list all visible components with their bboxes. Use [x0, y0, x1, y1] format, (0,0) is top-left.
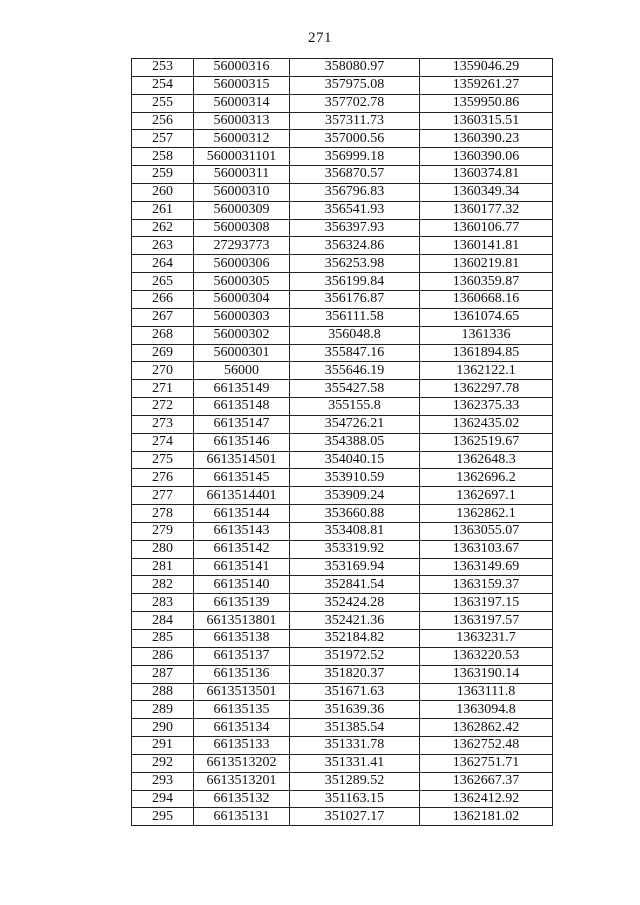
table-row	[132, 612, 553, 630]
table-row	[132, 665, 553, 683]
x-coordinate-cell: 351331.78	[290, 737, 420, 755]
x-coordinate-cell: 355847.16	[290, 344, 420, 362]
point-number-cell: 253	[132, 59, 194, 77]
y-coordinate-cell: 1362667.37	[420, 772, 553, 790]
y-coordinate-cell: 1360315.51	[420, 112, 553, 130]
point-number-cell: 285	[132, 630, 194, 648]
y-coordinate-cell: 1359950.86	[420, 94, 553, 112]
table-row	[132, 290, 553, 308]
table-row	[132, 308, 553, 326]
x-coordinate-cell: 353408.81	[290, 522, 420, 540]
point-number-cell: 288	[132, 683, 194, 701]
x-coordinate-cell: 351289.52	[290, 772, 420, 790]
point-number-cell: 261	[132, 201, 194, 219]
point-number-cell: 265	[132, 273, 194, 291]
y-coordinate-cell: 1362435.02	[420, 415, 553, 433]
point-id-cell: 66135148	[194, 398, 290, 416]
point-id-cell: 56000303	[194, 308, 290, 326]
point-number-cell: 272	[132, 398, 194, 416]
x-coordinate-cell: 357702.78	[290, 94, 420, 112]
y-coordinate-cell: 1360141.81	[420, 237, 553, 255]
table-row	[132, 647, 553, 665]
y-coordinate-cell: 1362122.1	[420, 362, 553, 380]
point-number-cell: 259	[132, 166, 194, 184]
point-number-cell: 290	[132, 719, 194, 737]
table-row	[132, 362, 553, 380]
table-row	[132, 522, 553, 540]
table-row	[132, 790, 553, 808]
y-coordinate-cell: 1363055.07	[420, 522, 553, 540]
y-coordinate-cell: 1362648.3	[420, 451, 553, 469]
point-id-cell: 66135134	[194, 719, 290, 737]
x-coordinate-cell: 356111.58	[290, 308, 420, 326]
y-coordinate-cell: 1360374.81	[420, 166, 553, 184]
point-id-cell: 66135135	[194, 701, 290, 719]
y-coordinate-cell: 1359046.29	[420, 59, 553, 77]
point-id-cell: 66135136	[194, 665, 290, 683]
table-row	[132, 630, 553, 648]
point-id-cell: 66135144	[194, 505, 290, 523]
point-number-cell: 263	[132, 237, 194, 255]
point-number-cell: 274	[132, 433, 194, 451]
y-coordinate-cell: 1362696.2	[420, 469, 553, 487]
point-id-cell: 56000316	[194, 59, 290, 77]
point-number-cell: 277	[132, 487, 194, 505]
y-coordinate-cell: 1361074.65	[420, 308, 553, 326]
table-row	[132, 112, 553, 130]
x-coordinate-cell: 356176.87	[290, 290, 420, 308]
table-row	[132, 380, 553, 398]
point-id-cell: 66135131	[194, 808, 290, 826]
point-id-cell: 66135132	[194, 790, 290, 808]
point-number-cell: 292	[132, 754, 194, 772]
x-coordinate-cell: 353169.94	[290, 558, 420, 576]
point-id-cell: 56000301	[194, 344, 290, 362]
table-row	[132, 183, 553, 201]
point-id-cell: 56000310	[194, 183, 290, 201]
table-row	[132, 701, 553, 719]
x-coordinate-cell: 351027.17	[290, 808, 420, 826]
y-coordinate-cell: 1362297.78	[420, 380, 553, 398]
y-coordinate-cell: 1362181.02	[420, 808, 553, 826]
x-coordinate-cell: 357975.08	[290, 76, 420, 94]
point-number-cell: 266	[132, 290, 194, 308]
y-coordinate-cell: 1362751.71	[420, 754, 553, 772]
table-row	[132, 754, 553, 772]
point-number-cell: 280	[132, 540, 194, 558]
point-id-cell: 66135145	[194, 469, 290, 487]
table-row	[132, 201, 553, 219]
table-row	[132, 398, 553, 416]
x-coordinate-cell: 352184.82	[290, 630, 420, 648]
point-id-cell: 6613513801	[194, 612, 290, 630]
y-coordinate-cell: 1362752.48	[420, 737, 553, 755]
y-coordinate-cell: 1359261.27	[420, 76, 553, 94]
y-coordinate-cell: 1360177.32	[420, 201, 553, 219]
x-coordinate-cell: 354726.21	[290, 415, 420, 433]
point-id-cell: 56000	[194, 362, 290, 380]
point-id-cell: 56000315	[194, 76, 290, 94]
point-id-cell: 66135146	[194, 433, 290, 451]
table-row	[132, 558, 553, 576]
table-row	[132, 166, 553, 184]
x-coordinate-cell: 351385.54	[290, 719, 420, 737]
point-number-cell: 258	[132, 148, 194, 166]
x-coordinate-cell: 355155.8	[290, 398, 420, 416]
table-row	[132, 273, 553, 291]
point-id-cell: 66135147	[194, 415, 290, 433]
table-row	[132, 148, 553, 166]
point-id-cell: 66135142	[194, 540, 290, 558]
point-number-cell: 264	[132, 255, 194, 273]
table-row	[132, 59, 553, 77]
point-number-cell: 262	[132, 219, 194, 237]
point-number-cell: 268	[132, 326, 194, 344]
point-number-cell: 256	[132, 112, 194, 130]
point-number-cell: 254	[132, 76, 194, 94]
table-row	[132, 415, 553, 433]
point-id-cell: 56000314	[194, 94, 290, 112]
y-coordinate-cell: 1361894.85	[420, 344, 553, 362]
point-number-cell: 289	[132, 701, 194, 719]
y-coordinate-cell: 1360668.16	[420, 290, 553, 308]
point-number-cell: 257	[132, 130, 194, 148]
x-coordinate-cell: 351671.63	[290, 683, 420, 701]
point-id-cell: 56000304	[194, 290, 290, 308]
point-number-cell: 267	[132, 308, 194, 326]
point-number-cell: 276	[132, 469, 194, 487]
table-row	[132, 344, 553, 362]
point-number-cell: 278	[132, 505, 194, 523]
x-coordinate-cell: 356999.18	[290, 148, 420, 166]
point-id-cell: 66135133	[194, 737, 290, 755]
x-coordinate-cell: 356541.93	[290, 201, 420, 219]
x-coordinate-cell: 355646.19	[290, 362, 420, 380]
point-id-cell: 6613513202	[194, 754, 290, 772]
table-row	[132, 451, 553, 469]
table-row	[132, 808, 553, 826]
y-coordinate-cell: 1360359.87	[420, 273, 553, 291]
y-coordinate-cell: 1363094.8	[420, 701, 553, 719]
coordinates-table	[131, 58, 553, 826]
point-id-cell: 56000309	[194, 201, 290, 219]
point-number-cell: 269	[132, 344, 194, 362]
page-number: 271	[308, 30, 332, 46]
table-row	[132, 130, 553, 148]
y-coordinate-cell: 1363197.57	[420, 612, 553, 630]
y-coordinate-cell: 1363111.8	[420, 683, 553, 701]
y-coordinate-cell: 1363149.69	[420, 558, 553, 576]
point-number-cell: 279	[132, 522, 194, 540]
y-coordinate-cell: 1360106.77	[420, 219, 553, 237]
point-number-cell: 286	[132, 647, 194, 665]
point-id-cell: 66135137	[194, 647, 290, 665]
x-coordinate-cell: 356048.8	[290, 326, 420, 344]
point-number-cell: 295	[132, 808, 194, 826]
x-coordinate-cell: 351639.36	[290, 701, 420, 719]
point-id-cell: 5600031101	[194, 148, 290, 166]
point-id-cell: 6613514501	[194, 451, 290, 469]
table-row	[132, 326, 553, 344]
x-coordinate-cell: 357311.73	[290, 112, 420, 130]
x-coordinate-cell: 353660.88	[290, 505, 420, 523]
table-row	[132, 94, 553, 112]
x-coordinate-cell: 357000.56	[290, 130, 420, 148]
y-coordinate-cell: 1363231.7	[420, 630, 553, 648]
point-id-cell: 56000302	[194, 326, 290, 344]
y-coordinate-cell: 1363190.14	[420, 665, 553, 683]
x-coordinate-cell: 351163.15	[290, 790, 420, 808]
point-id-cell: 66135149	[194, 380, 290, 398]
y-coordinate-cell: 1363103.67	[420, 540, 553, 558]
y-coordinate-cell: 1360349.34	[420, 183, 553, 201]
point-id-cell: 66135138	[194, 630, 290, 648]
point-number-cell: 291	[132, 737, 194, 755]
x-coordinate-cell: 356397.93	[290, 219, 420, 237]
y-coordinate-cell: 1363220.53	[420, 647, 553, 665]
point-number-cell: 270	[132, 362, 194, 380]
table-row	[132, 594, 553, 612]
x-coordinate-cell: 353909.24	[290, 487, 420, 505]
point-id-cell: 6613514401	[194, 487, 290, 505]
table-row	[132, 772, 553, 790]
x-coordinate-cell: 351820.37	[290, 665, 420, 683]
y-coordinate-cell: 1360390.23	[420, 130, 553, 148]
table-row	[132, 719, 553, 737]
point-id-cell: 56000311	[194, 166, 290, 184]
table-row	[132, 219, 553, 237]
point-id-cell: 66135143	[194, 522, 290, 540]
x-coordinate-cell: 352421.36	[290, 612, 420, 630]
point-id-cell: 6613513501	[194, 683, 290, 701]
table-row	[132, 487, 553, 505]
table-row	[132, 433, 553, 451]
point-id-cell: 6613513201	[194, 772, 290, 790]
point-number-cell: 255	[132, 94, 194, 112]
point-id-cell: 56000305	[194, 273, 290, 291]
point-number-cell: 283	[132, 594, 194, 612]
x-coordinate-cell: 354040.15	[290, 451, 420, 469]
point-id-cell: 56000313	[194, 112, 290, 130]
point-id-cell: 56000306	[194, 255, 290, 273]
x-coordinate-cell: 353319.92	[290, 540, 420, 558]
point-number-cell: 284	[132, 612, 194, 630]
table-row	[132, 505, 553, 523]
point-id-cell: 66135141	[194, 558, 290, 576]
table-row	[132, 683, 553, 701]
point-number-cell: 287	[132, 665, 194, 683]
point-id-cell: 56000312	[194, 130, 290, 148]
point-id-cell: 27293773	[194, 237, 290, 255]
point-number-cell: 260	[132, 183, 194, 201]
table-body	[132, 59, 553, 826]
point-number-cell: 281	[132, 558, 194, 576]
point-id-cell: 56000308	[194, 219, 290, 237]
y-coordinate-cell: 1362519.67	[420, 433, 553, 451]
x-coordinate-cell: 352424.28	[290, 594, 420, 612]
x-coordinate-cell: 352841.54	[290, 576, 420, 594]
point-number-cell: 282	[132, 576, 194, 594]
y-coordinate-cell: 1362862.1	[420, 505, 553, 523]
table-row	[132, 540, 553, 558]
x-coordinate-cell: 356253.98	[290, 255, 420, 273]
table-row	[132, 469, 553, 487]
point-number-cell: 275	[132, 451, 194, 469]
y-coordinate-cell: 1363159.37	[420, 576, 553, 594]
point-id-cell: 66135139	[194, 594, 290, 612]
x-coordinate-cell: 358080.97	[290, 59, 420, 77]
y-coordinate-cell: 1360390.06	[420, 148, 553, 166]
table-row	[132, 255, 553, 273]
y-coordinate-cell: 1360219.81	[420, 255, 553, 273]
x-coordinate-cell: 351331.41	[290, 754, 420, 772]
point-number-cell: 294	[132, 790, 194, 808]
point-number-cell: 293	[132, 772, 194, 790]
y-coordinate-cell: 1362862.42	[420, 719, 553, 737]
table-row	[132, 76, 553, 94]
y-coordinate-cell: 1363197.15	[420, 594, 553, 612]
point-number-cell: 273	[132, 415, 194, 433]
point-number-cell: 271	[132, 380, 194, 398]
x-coordinate-cell: 353910.59	[290, 469, 420, 487]
x-coordinate-cell: 355427.58	[290, 380, 420, 398]
y-coordinate-cell: 1362697.1	[420, 487, 553, 505]
point-id-cell: 66135140	[194, 576, 290, 594]
x-coordinate-cell: 356870.57	[290, 166, 420, 184]
y-coordinate-cell: 1362375.33	[420, 398, 553, 416]
x-coordinate-cell: 351972.52	[290, 647, 420, 665]
x-coordinate-cell: 354388.05	[290, 433, 420, 451]
table-row	[132, 237, 553, 255]
y-coordinate-cell: 1361336	[420, 326, 553, 344]
table-row	[132, 737, 553, 755]
table-row	[132, 576, 553, 594]
x-coordinate-cell: 356199.84	[290, 273, 420, 291]
x-coordinate-cell: 356324.86	[290, 237, 420, 255]
x-coordinate-cell: 356796.83	[290, 183, 420, 201]
y-coordinate-cell: 1362412.92	[420, 790, 553, 808]
